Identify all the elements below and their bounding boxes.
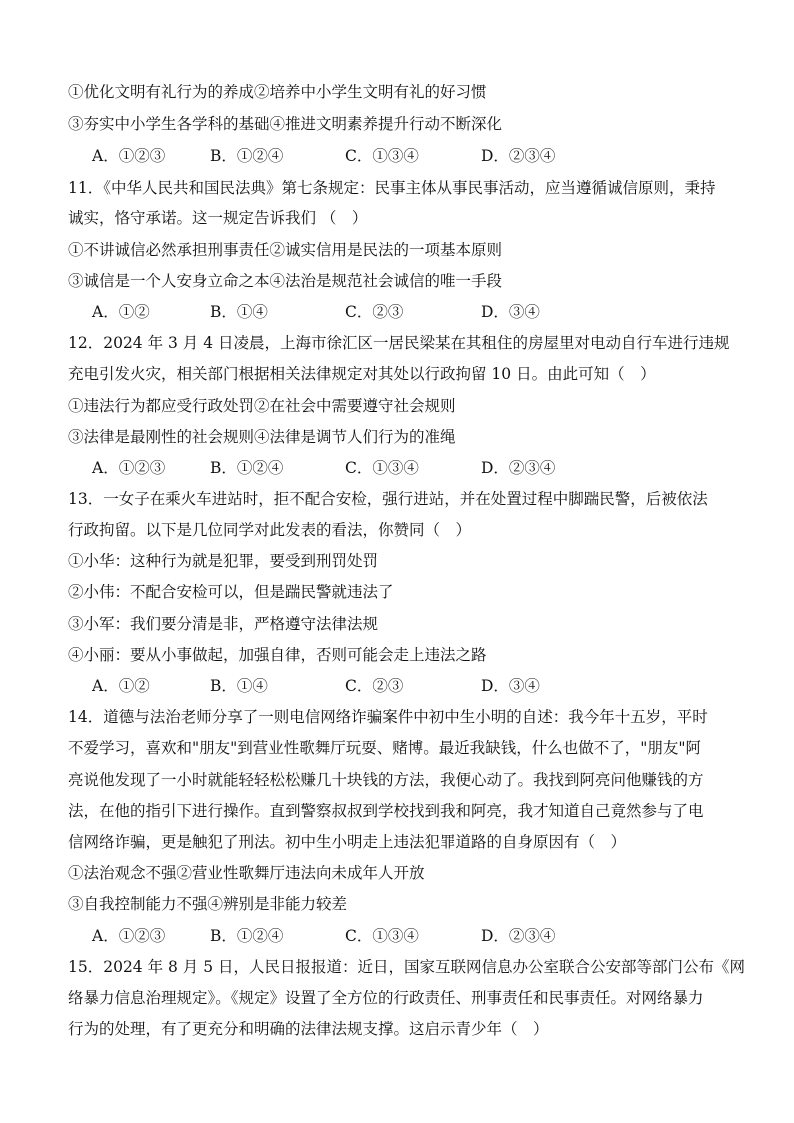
q11-choice-b[interactable]: B．①④ xyxy=(210,303,268,321)
q12-stem-line-1: 12．2024 年 3 月 4 日凌晨，上海市徐汇区一居民梁某在其租住的房屋里对电动自行车进行违规 xyxy=(68,334,730,352)
q11-option-line-2: ③诚信是一个人安身立命之本④法治是规范社会诚信的唯一手段 xyxy=(68,272,503,290)
q13-choice-b[interactable]: B．①④ xyxy=(210,677,268,695)
q13-option-1: ①小华：这种行为就是犯罪，要受到刑罚处罚 xyxy=(68,552,379,570)
q14-stem-line-3: 亮说他发现了一小时就能轻轻松松赚几十块钱的方法，我便心动了。我找到阿亮问他赚钱的方 xyxy=(68,771,704,789)
q15-stem-line-1: 15．2024 年 8 月 5 日，人民日报报道：近日，国家互联网信息办公室联合公安部等部门公布《网 xyxy=(68,958,746,976)
q12-option-line-1: ①违法行为都应受行政处罚②在社会中需要遵守社会规则 xyxy=(68,397,456,415)
q11-stem-line-1: 11．《中华人民共和国民法典》第七条规定：民事主体从事民事活动，应当遵循诚信原则，秉持 xyxy=(68,179,716,197)
q10-option-line-1: ①优化文明有礼行为的养成②培养中小学生文明有礼的好习惯 xyxy=(68,83,487,101)
q11-choice-d[interactable]: D．③④ xyxy=(481,303,540,321)
q14-stem-line-2: 不爱学习，喜欢和"朋友"到营业性歌舞厅玩耍、赌博。最近我缺钱，什么也做不了，"朋友"阿 xyxy=(68,739,702,757)
q15-stem-line-3: 行为的处理，有了更充分和明确的法律法规支撑。这启示青少年（ ） xyxy=(68,1020,549,1038)
q14-option-line-2: ③自我控制能力不强④辨别是非能力较差 xyxy=(68,895,348,913)
q14-choice-c[interactable]: C．①③④ xyxy=(345,927,419,945)
q11-stem-line-2: 诚实，恪守承诺。这一规定告诉我们 （ ） xyxy=(68,209,368,227)
q12-choice-d[interactable]: D．②③④ xyxy=(481,459,556,477)
q13-choice-a[interactable]: A．①② xyxy=(92,677,150,695)
q14-choice-a[interactable]: A．①②③ xyxy=(92,927,166,945)
q13-option-3: ③小军：我们要分清是非，严格遵守法律法规 xyxy=(68,615,379,633)
q13-stem-line-1: 13．一女子在乘火车进站时，拒不配合安检，强行进站，并在处置过程中脚踹民警，后被依法 xyxy=(68,490,708,508)
q10-choice-d[interactable]: D．②③④ xyxy=(481,147,556,165)
q14-stem-line-1: 14．道德与法治老师分享了一则电信网络诈骗案件中初中生小明的自述：我今年十五岁，平时 xyxy=(68,708,708,726)
q13-choice-d[interactable]: D．③④ xyxy=(481,677,540,695)
q12-choice-c[interactable]: C．①③④ xyxy=(345,459,419,477)
q12-stem-line-2: 充电引发火灾，相关部门根据相关法律规定对其处以行政拘留 10 日。由此可知（ ） xyxy=(68,365,656,383)
q10-choice-c[interactable]: C．①③④ xyxy=(345,147,419,165)
q12-choice-a[interactable]: A．①②③ xyxy=(92,459,166,477)
q14-stem-line-5: 信网络诈骗，更是触犯了刑法。初中生小明走上违法犯罪道路的自身原因有（ ） xyxy=(68,833,627,851)
q15-stem-line-2: 络暴力信息治理规定》。《规定》设置了全方位的行政责任、刑事责任和民事责任。对网络暴力 xyxy=(68,989,704,1007)
q13-option-2: ②小伟：不配合安检可以，但是踹民警就违法了 xyxy=(68,583,394,601)
q11-option-line-1: ①不讲诚信必然承担刑事责任②诚实信用是民法的一项基本原则 xyxy=(68,241,503,259)
q13-stem-line-2: 行政拘留。以下是几位同学对此发表的看法，你赞同（ ） xyxy=(68,521,472,539)
q14-option-line-1: ①法治观念不强②营业性歌舞厅违法向未成年人开放 xyxy=(68,864,425,882)
q13-choice-c[interactable]: C．②③ xyxy=(345,677,404,695)
q13-option-4: ④小丽：要从小事做起，加强自律，否则可能会走上违法之路 xyxy=(68,646,487,664)
q14-stem-line-4: 法，在他的指引下进行操作。直到警察叔叔到学校找到我和阿亮，我才知道自己竟然参与了电 xyxy=(68,802,704,820)
q10-choice-a[interactable]: A．①②③ xyxy=(92,147,166,165)
q10-option-line-2: ③夯实中小学生各学科的基础④推进文明素养提升行动不断深化 xyxy=(68,115,503,133)
q12-option-line-2: ③法律是最刚性的社会规则④法律是调节人们行为的准绳 xyxy=(68,428,456,446)
q11-choice-c[interactable]: C．②③ xyxy=(345,303,404,321)
q12-choice-b[interactable]: B．①②④ xyxy=(210,459,284,477)
q10-choice-b[interactable]: B．①②④ xyxy=(210,147,284,165)
q14-choice-b[interactable]: B．①②④ xyxy=(210,927,284,945)
q11-choice-a[interactable]: A．①② xyxy=(92,303,150,321)
q14-choice-d[interactable]: D．②③④ xyxy=(481,927,556,945)
